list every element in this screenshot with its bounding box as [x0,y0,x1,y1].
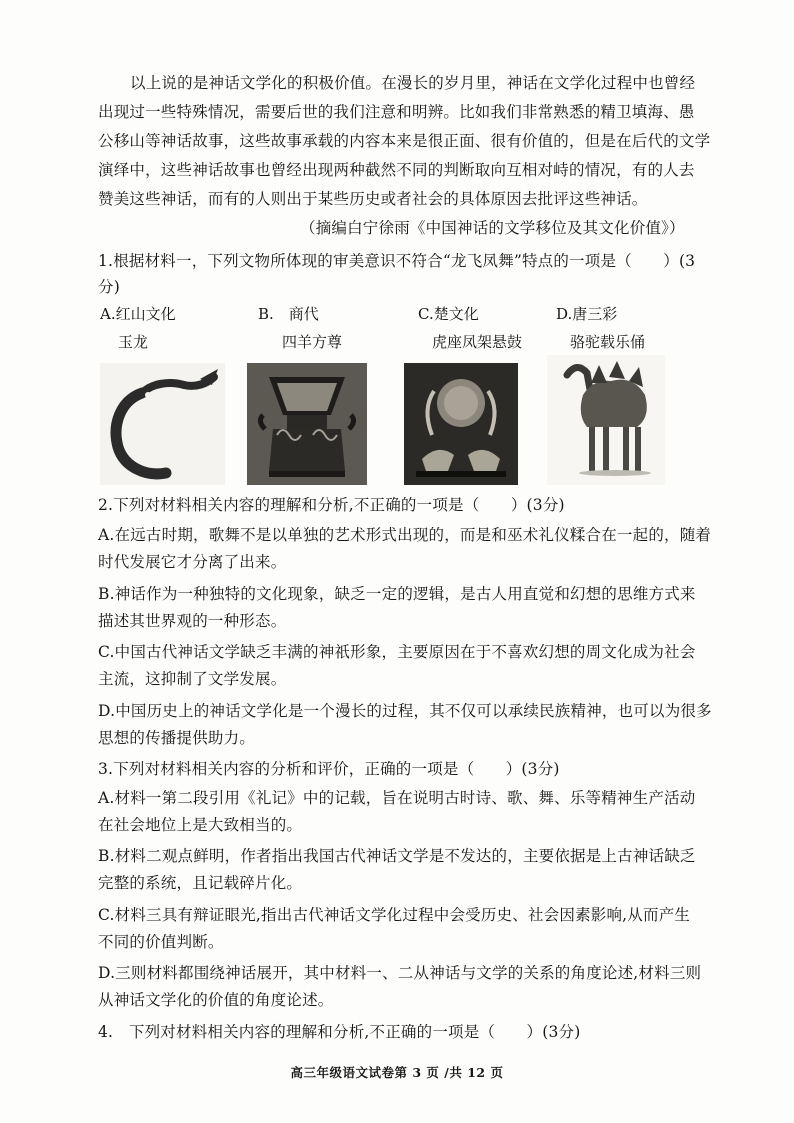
passage-source: （摘编白宁徐雨《中国神话的文学移位及其文化价值》） [300,219,685,237]
q2-option-d: D.中国历史上的神话文学化是一个漫长的过程，其不仅可以承续民族精神，也可以为很多 [98,702,712,720]
q1-option-b-label: B. 商代 [258,305,319,323]
q2-stem: 2.下列对材料相关内容的理解和分析,不正确的一项是（ ）(3分) [98,496,565,514]
q1-stem: 1.根据材料一，下列文物所体现的审美意识不符合“龙飞凤舞”特点的一项是（ ）(3 [98,252,696,270]
q3-option-d: D.三则材料都围绕神话展开，其中材料一、二从神话与文学的关系的角度论述,材料三则 [98,964,702,982]
q3-option-b-cont: 完整的系统，且记载碎片化。 [98,874,303,892]
q1-option-d-name: 骆驼载乐俑 [570,333,646,351]
q1-option-a-name: 玉龙 [118,333,149,351]
q3-option-a: A.材料一第二段引用《礼记》中的记载，旨在说明古时诗、歌、舞、乐等精神生产活动 [98,789,696,807]
q2-option-a-cont: 时代发展它才分离了出来。 [98,553,287,571]
page-footer: 高三年级语文试卷第 3 页 /共 12 页 [290,1065,504,1080]
q3-option-b: B.材料二观点鲜明，作者指出我国古代神话文学是不发达的，主要依据是上古神话缺乏 [98,847,696,865]
q3-stem: 3.下列对材料相关内容的分析和评价，正确的一项是（ ）(3分) [98,760,560,778]
q2-option-a: A.在远古时期，歌舞不是以单独的艺术形式出现的，而是和巫术礼仪糅合在一起的，随着 [98,526,712,544]
q1-option-b-name: 四羊方尊 [282,333,343,351]
q1-option-a-label: A.红山文化 [100,305,176,323]
camel-musicians-figurine-image [547,355,665,485]
passage-line: 公移山等神话故事，这些故事承载的内容本来是很正面、很有价值的，但是在后代的文学 [98,132,711,150]
tiger-phoenix-drum-image [404,363,518,485]
q2-option-d-cont: 思想的传播提供助力。 [98,729,256,747]
q2-option-b: B.神话作为一种独特的文化现象，缺乏一定的逻辑，是古人用直觉和幻想的思维方式来 [98,585,696,603]
q3-option-d-cont: 从神话文学化的价值的角度论述。 [98,991,334,1009]
q1-option-d-label: D.唐三彩 [556,305,618,323]
q3-option-c-cont: 不同的价值判断。 [98,933,224,951]
jade-dragon-image [100,363,225,485]
q2-option-c-cont: 主流，这抑制了文学发展。 [98,670,287,688]
four-goat-zun-image [247,363,367,485]
q3-option-a-cont: 在社会地位上是大致相当的。 [98,816,303,834]
q1-stem-cont: 分) [98,278,120,296]
q4-stem: 4. 下列对材料相关内容的理解和分析,不正确的一项是（ ）(3分) [98,1023,581,1041]
q1-option-c-label: C.楚文化 [418,305,479,323]
passage-line: 演绎中，这些神话故事也曾经出现两种截然不同的判断取向互相对峙的情况，有的人去 [98,161,695,179]
q1-option-c-name: 虎座凤架悬鼓 [432,333,523,351]
q3-option-c: C.材料三具有辩证眼光,指出古代神话文学化过程中会受历史、社会因素影响,从而产生 [98,906,691,924]
q2-option-b-cont: 描述其世界观的一种形态。 [98,612,287,630]
passage-line: 以上说的是神话文学化的积极价值。在漫长的岁月里，神话在文学化过程中也曾经 [130,74,696,92]
passage-line: 赞美这些神话，而有的人则出于某些历史或者社会的具体原因去批评这些神话。 [98,190,648,208]
q2-option-c: C.中国古代神话文学缺乏丰满的神祇形象，主要原因在于不喜欢幻想的周文化成为社会 [98,643,696,661]
passage-line: 出现过一些特殊情况，需要后世的我们注意和明辨。比如我们非常熟悉的精卫填海、愚 [98,103,695,121]
